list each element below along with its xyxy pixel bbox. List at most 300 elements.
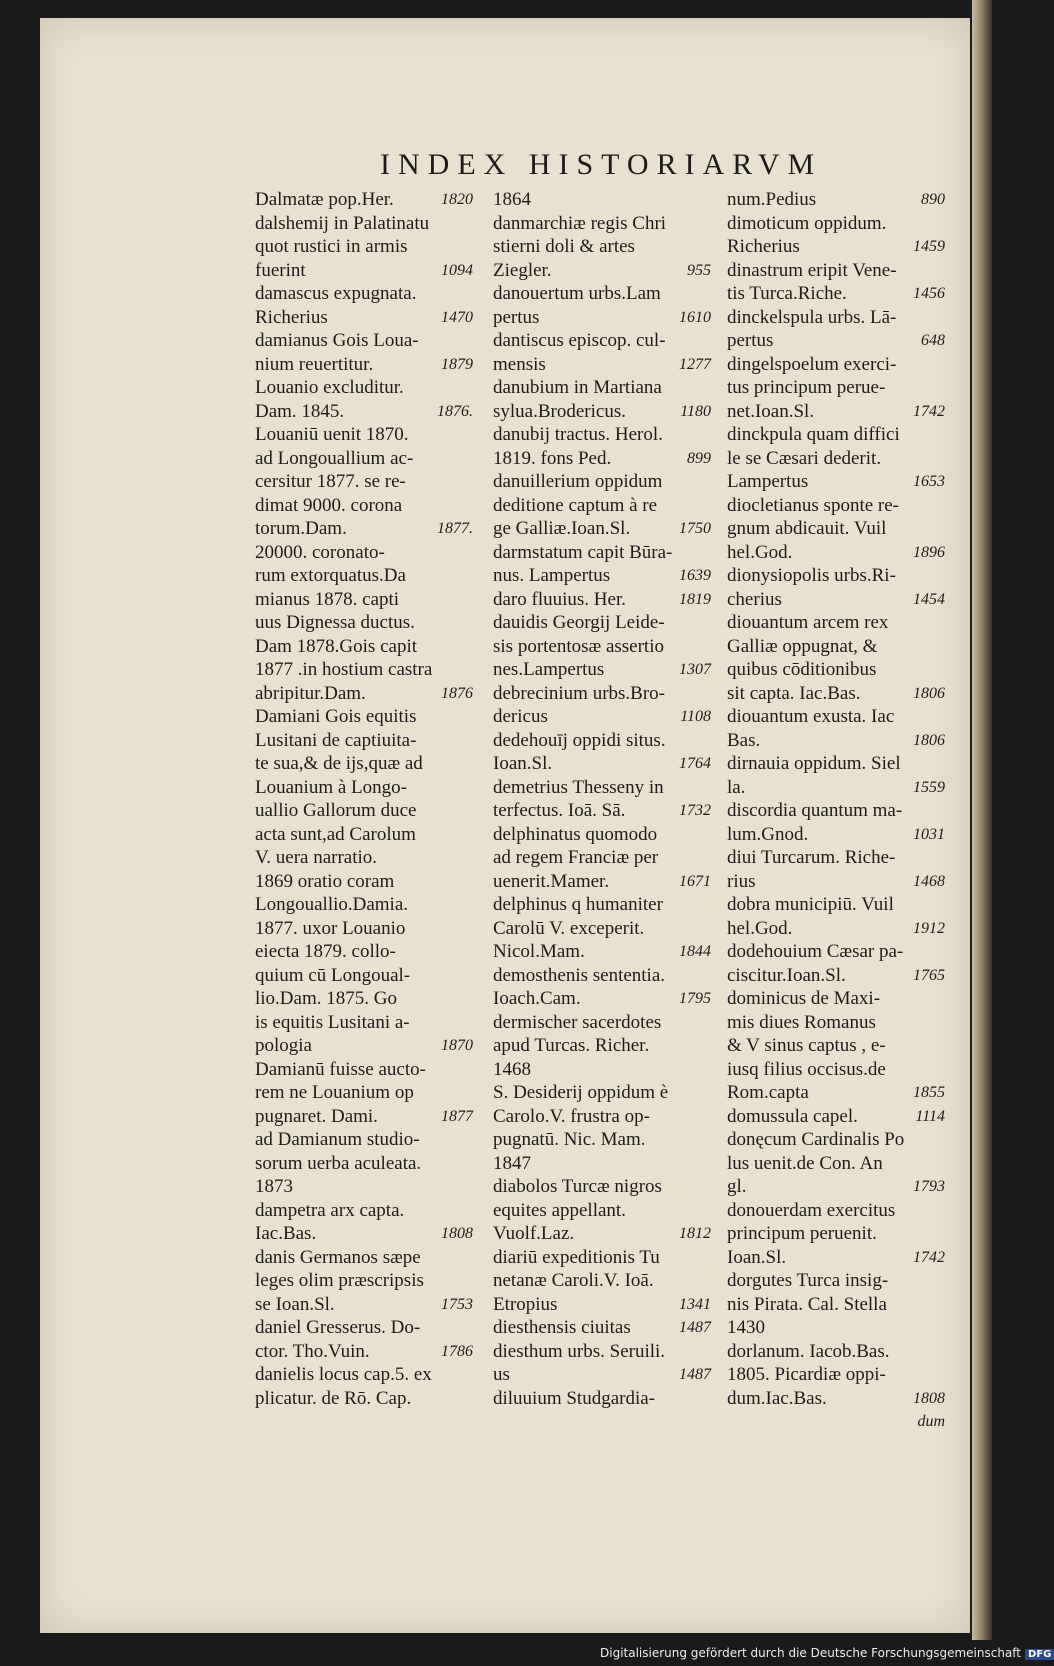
- entry-text: demosthenis sententia.: [493, 964, 666, 986]
- entry-page-number: 1487: [679, 1366, 711, 1383]
- entry-text: delphinus q humaniter: [493, 894, 663, 915]
- entry-page-number: 1876: [441, 684, 473, 702]
- entry-text: hel.God.: [727, 541, 793, 563]
- index-entry-line: [493, 729, 711, 753]
- entry-text: dirnauia oppidum. Siel: [727, 753, 901, 774]
- entry-page-number: 1610: [679, 308, 711, 326]
- entry-page-number: 1795: [679, 990, 711, 1007]
- entry-page-number: 1559: [913, 778, 945, 796]
- index-entry-line: [493, 470, 711, 494]
- entry-text: 1873: [255, 1176, 293, 1197]
- entry-page-number: 1912: [913, 919, 945, 937]
- index-entry-line: [727, 188, 945, 212]
- index-entry-line: [727, 776, 945, 800]
- index-entry-line: [493, 517, 711, 541]
- index-entry-line: [493, 423, 711, 447]
- entry-page-number: 955: [687, 261, 711, 279]
- entry-text: equites appellant.: [493, 1199, 626, 1221]
- index-entry-line: [727, 1363, 945, 1387]
- entry-text: damianus Gois Loua-: [255, 330, 419, 351]
- index-entry-line: [493, 1316, 711, 1340]
- entry-page-number: 1742: [913, 1248, 945, 1266]
- entry-text: plicatur. de Rō. Cap.: [255, 1387, 412, 1409]
- entry-text: Richerius: [255, 306, 328, 328]
- entry-page-number: 1877: [441, 1107, 473, 1125]
- entry-text: diocletianus sponte re-: [727, 494, 900, 516]
- index-entry-line: [493, 259, 711, 283]
- index-entry-line: [493, 964, 711, 988]
- entry-text: dauidis Georgij Leide-: [493, 612, 665, 633]
- entry-text: debrecinium urbs.Bro-: [493, 682, 666, 704]
- index-entry-line: [727, 1011, 945, 1035]
- entry-text: torum.Dam.: [255, 518, 347, 539]
- index-entry-line: [493, 329, 711, 353]
- index-entry-line: [727, 1246, 945, 1270]
- index-entry-line: [255, 658, 473, 682]
- entry-text: Louanio excluditur.: [255, 377, 404, 398]
- entry-page-number: 1031: [913, 825, 945, 843]
- entry-text: Dam 1878.Gois capit: [255, 635, 418, 657]
- index-entry-line: [727, 541, 945, 565]
- index-entry-line: [727, 423, 945, 447]
- entry-text: Damiani Gois equitis: [255, 706, 417, 727]
- index-entry-line: [493, 1152, 711, 1176]
- entry-text: num.Pedius: [727, 189, 817, 210]
- index-entry-line: [255, 799, 473, 823]
- entry-text: quibus cōditionibus: [727, 659, 877, 680]
- entry-text: iusq filius occisus.de: [727, 1058, 886, 1080]
- index-entry-line: [493, 940, 711, 964]
- index-entry-line: [493, 306, 711, 330]
- entry-text: sorum uerba aculeata.: [255, 1152, 422, 1174]
- index-entry-line: [255, 964, 473, 988]
- index-entry-line: [255, 705, 473, 729]
- index-entry-line: [255, 423, 473, 447]
- index-entry-line: [727, 823, 945, 847]
- entry-text: quium cū Longoual-: [255, 964, 411, 986]
- entry-text: acta sunt,ad Carolum: [255, 823, 416, 845]
- entry-text: danubium in Martiana: [493, 377, 662, 398]
- index-entry-line: [727, 705, 945, 729]
- index-entry-line: [255, 870, 473, 894]
- entry-text: deditione captum à re: [493, 494, 658, 516]
- entry-page-number: 1820: [441, 191, 473, 208]
- index-entry-line: [255, 1293, 473, 1317]
- index-entry-line: [493, 1105, 711, 1129]
- entry-text: 20000. coronato-: [255, 541, 385, 563]
- index-column-2: [493, 188, 711, 1410]
- entry-page-number: 1456: [913, 285, 945, 302]
- entry-text: Dalmatæ pop.Her.: [255, 189, 394, 210]
- index-entry-line: [493, 1387, 711, 1411]
- entry-text: rem ne Louanium op: [255, 1082, 414, 1103]
- entry-text: diesthensis ciuitas: [493, 1317, 631, 1338]
- entry-text: nis Pirata. Cal. Stella: [727, 1293, 887, 1315]
- index-entry-line: [255, 1105, 473, 1129]
- entry-text: donęcum Cardinalis Po: [727, 1129, 905, 1150]
- entry-page-number: 1341: [679, 1295, 711, 1313]
- entry-text: lus uenit.de Con. An: [727, 1152, 883, 1174]
- index-entry-line: [493, 447, 711, 471]
- index-entry-line: [727, 1340, 945, 1364]
- entry-page-number: 1812: [679, 1225, 711, 1242]
- entry-text: dionysiopolis urbs.Ri-: [727, 565, 896, 586]
- entry-text: dermischer sacerdotes: [493, 1011, 662, 1033]
- entry-text: dominicus de Maxi-: [727, 988, 881, 1009]
- entry-page-number: 1468: [913, 872, 945, 890]
- index-entry-line: [727, 517, 945, 541]
- entry-text: ctor. Tho.Vuin.: [255, 1340, 370, 1362]
- entry-text: Ioach.Cam.: [493, 988, 581, 1009]
- index-column-3: [727, 188, 945, 1434]
- entry-text: 1805. Picardiæ oppi-: [727, 1364, 886, 1385]
- index-entry-line: [727, 1199, 945, 1223]
- entry-text: dimoticum oppidum.: [727, 212, 887, 234]
- index-entry-line: [493, 987, 711, 1011]
- index-entry-line: [727, 1034, 945, 1058]
- index-entry-line: [255, 1269, 473, 1293]
- entry-page-number: 1487: [679, 1319, 711, 1336]
- index-entry-line: [493, 1340, 711, 1364]
- entry-page-number: 1793: [913, 1178, 945, 1195]
- entry-text: 1847: [493, 1152, 531, 1174]
- entry-text: nes.Lampertus: [493, 659, 605, 680]
- entry-text: diui Turcarum. Riche-: [727, 847, 896, 868]
- entry-text: & V sinus captus , e-: [727, 1035, 886, 1056]
- index-entry-line: [727, 611, 945, 635]
- entry-text: Carolū V. exceperit.: [493, 917, 645, 939]
- index-entry-line: [493, 1011, 711, 1035]
- entry-text: dantiscus episcop. cul-: [493, 330, 666, 351]
- entry-page-number: 1277: [679, 355, 711, 373]
- entry-text: pertus: [727, 330, 774, 351]
- entry-text: sis portentosæ assertio: [493, 635, 664, 657]
- entry-text: V. uera narratio.: [255, 847, 378, 868]
- entry-text: uallio Gallorum duce: [255, 800, 417, 821]
- entry-text: eiecta 1879. collo-: [255, 941, 396, 962]
- index-entry-line: [255, 823, 473, 847]
- index-entry-line: [493, 1199, 711, 1223]
- index-entry-line: [255, 917, 473, 941]
- index-entry-line: [255, 1387, 473, 1411]
- entry-text: tis Turca.Riche.: [727, 283, 847, 304]
- index-entry-line: [255, 1316, 473, 1340]
- index-entry-line: [727, 870, 945, 894]
- index-entry-line: [727, 447, 945, 471]
- entry-page-number: 890: [921, 191, 945, 208]
- index-entry-line: [493, 799, 711, 823]
- entry-text: dimat 9000. corona: [255, 494, 403, 516]
- entry-text: dedehouīj oppidi situs.: [493, 729, 666, 751]
- entry-text: stierni doli & artes: [493, 236, 635, 257]
- footer-credit: [600, 1646, 1052, 1666]
- index-entry-line: [727, 376, 945, 400]
- index-entry-line: [493, 188, 711, 212]
- index-entry-line: [493, 1058, 711, 1082]
- entry-page-number: 1470: [441, 308, 473, 326]
- entry-text: S. Desiderij oppidum è: [493, 1082, 669, 1103]
- index-entry-line: [493, 1034, 711, 1058]
- index-entry-line: [493, 611, 711, 635]
- index-entry-line: [493, 658, 711, 682]
- index-entry-line: [493, 635, 711, 659]
- index-entry-line: [255, 306, 473, 330]
- index-entry-line: [727, 1293, 945, 1317]
- index-entry-line: [727, 1316, 945, 1340]
- entry-text: fuerint: [255, 259, 306, 281]
- entry-text: cherius: [727, 588, 782, 610]
- entry-text: 1468: [493, 1058, 531, 1080]
- entry-text: pugnaret. Dami.: [255, 1105, 378, 1127]
- index-entry-line: [493, 212, 711, 236]
- entry-text: dorgutes Turca insig-: [727, 1270, 889, 1291]
- index-entry-line: [255, 541, 473, 565]
- index-entry-line: [727, 1222, 945, 1246]
- entry-text: 1864: [493, 189, 531, 210]
- entry-text: lio.Dam. 1875. Go: [255, 988, 397, 1009]
- book-page-edge: [972, 0, 992, 1640]
- index-entry-line: [493, 235, 711, 259]
- entry-page-number: 1742: [913, 402, 945, 420]
- index-entry-line: [493, 752, 711, 776]
- index-entry-line: [727, 259, 945, 283]
- index-entry-line: [255, 893, 473, 917]
- entry-page-number: 648: [921, 332, 945, 349]
- index-entry-line: [493, 1222, 711, 1246]
- index-entry-line: [727, 1081, 945, 1105]
- entry-page-number: 1108: [680, 708, 711, 725]
- index-entry-line: [255, 940, 473, 964]
- entry-page-number: 1180: [680, 402, 711, 420]
- index-entry-line: [493, 353, 711, 377]
- entry-text: gl.: [727, 1176, 747, 1197]
- entry-text: sylua.Brodericus.: [493, 400, 626, 422]
- dfg-logo: DFG: [1025, 1649, 1054, 1660]
- entry-page-number: 1896: [913, 543, 945, 561]
- index-entry-line: [255, 776, 473, 800]
- index-entry-line: [493, 588, 711, 612]
- entry-text: ad regem Franciæ per: [493, 847, 659, 868]
- index-entry-line: [727, 470, 945, 494]
- index-entry-line: [727, 729, 945, 753]
- entry-text: Ziegler.: [493, 259, 552, 281]
- index-entry-line: [727, 682, 945, 706]
- entry-text: la.: [727, 776, 746, 798]
- entry-text: discordia quantum ma-: [727, 800, 903, 821]
- index-entry-line: [727, 306, 945, 330]
- entry-text: tus principum perue-: [727, 377, 886, 398]
- entry-page-number: 1094: [441, 261, 473, 279]
- index-entry-line: [727, 1128, 945, 1152]
- entry-text: Lampertus: [727, 471, 809, 492]
- index-entry-line: [727, 917, 945, 941]
- index-entry-line: [255, 611, 473, 635]
- entry-text: damascus expugnata.: [255, 283, 417, 304]
- entry-text: Bas.: [727, 729, 761, 751]
- index-entry-line: [493, 1246, 711, 1270]
- index-entry-line: [255, 517, 473, 541]
- index-entry-line: [727, 353, 945, 377]
- entry-text: sit capta. Iac.Bas.: [727, 682, 861, 704]
- entry-text: uenerit.Mamer.: [493, 870, 610, 892]
- index-entry-line: [493, 705, 711, 729]
- entry-text: Rom.capta: [727, 1082, 809, 1103]
- entry-text: principum peruenit.: [727, 1223, 877, 1244]
- entry-text: demetrius Thesseny in: [493, 776, 664, 798]
- entry-text: lum.Gnod.: [727, 823, 809, 845]
- index-entry-line: [493, 541, 711, 565]
- entry-text: domussula capel.: [727, 1105, 858, 1127]
- entry-page-number: 1808: [441, 1225, 473, 1242]
- entry-text: dinckelspula urbs. Lā-: [727, 306, 897, 328]
- index-entry-line: [727, 940, 945, 964]
- index-entry-line: [255, 1246, 473, 1270]
- index-entry-line: [255, 564, 473, 588]
- entry-text: Ioan.Sl.: [727, 1246, 787, 1268]
- footer-text: Digitalisierung gefördert durch die Deutsche Forschungsgemeinschaft: [600, 1646, 1022, 1660]
- entry-text: rum extorquatus.Da: [255, 565, 406, 586]
- index-entry-line: [727, 987, 945, 1011]
- index-entry-line: [493, 823, 711, 847]
- index-entry-line: [727, 893, 945, 917]
- index-entry-line: [255, 1363, 473, 1387]
- index-entry-line: [255, 494, 473, 518]
- index-entry-line: [255, 1128, 473, 1152]
- entry-text: te sua,& de ijs,quæ ad: [255, 753, 423, 774]
- entry-page-number: 1806: [913, 684, 945, 702]
- index-entry-line: [255, 729, 473, 753]
- index-entry-line: [727, 658, 945, 682]
- index-entry-line: [727, 1410, 945, 1434]
- entry-page-number: 1808: [913, 1389, 945, 1407]
- entry-page-number: 1764: [679, 755, 711, 772]
- index-entry-line: [727, 588, 945, 612]
- entry-text: abripitur.Dam.: [255, 682, 366, 704]
- entry-page-number: 1870: [441, 1037, 473, 1054]
- index-entry-line: [727, 635, 945, 659]
- entry-page-number: 1114: [915, 1107, 945, 1125]
- entry-text: ad Longouallium ac-: [255, 447, 414, 469]
- entry-text: 1877 .in hostium castra: [255, 659, 433, 680]
- index-entry-line: [255, 188, 473, 212]
- entry-text: nium reuertitur.: [255, 353, 374, 375]
- entry-text: cersitur 1877. se re-: [255, 471, 406, 492]
- entry-text: diouantum exusta. Iac: [727, 706, 895, 727]
- entry-page-number: 1819: [679, 590, 711, 608]
- index-entry-line: [493, 1128, 711, 1152]
- entry-text: Damianū fuisse aucto-: [255, 1058, 426, 1080]
- entry-text: ad Damianum studio-: [255, 1129, 420, 1150]
- entry-page-number: 1459: [913, 238, 945, 255]
- index-entry-line: [493, 282, 711, 306]
- index-entry-line: [255, 752, 473, 776]
- entry-text: netanæ Caroli.V. Ioā.: [493, 1270, 654, 1291]
- index-entry-line: [727, 235, 945, 259]
- entry-page-number: 1765: [913, 966, 945, 984]
- index-entry-line: [255, 1081, 473, 1105]
- index-entry-line: [727, 282, 945, 306]
- index-entry-line: [255, 376, 473, 400]
- entry-text: dinckpula quam diffici: [727, 424, 900, 445]
- entry-text: us: [493, 1364, 510, 1385]
- index-entry-line: [493, 682, 711, 706]
- entry-text: Vuolf.Laz.: [493, 1223, 575, 1244]
- entry-text: darmstatum capit Būra-: [493, 541, 673, 563]
- index-entry-line: [255, 470, 473, 494]
- entry-text: Iac.Bas.: [255, 1223, 317, 1244]
- index-entry-line: [255, 846, 473, 870]
- entry-text: mensis: [493, 353, 546, 375]
- entry-page-number: 1307: [679, 661, 711, 678]
- entry-text: dum.Iac.Bas.: [727, 1387, 827, 1409]
- index-entry-line: [255, 329, 473, 353]
- index-entry-line: [493, 376, 711, 400]
- index-entry-line: [255, 1034, 473, 1058]
- entry-text: pologia: [255, 1035, 312, 1056]
- index-entry-line: [727, 964, 945, 988]
- entry-text: Ioan.Sl.: [493, 753, 553, 774]
- index-entry-line: [493, 494, 711, 518]
- index-entry-line: [255, 1222, 473, 1246]
- entry-text: danis Germanos sæpe: [255, 1246, 421, 1268]
- entry-text: Longouallio.Damia.: [255, 894, 409, 915]
- index-entry-line: [727, 494, 945, 518]
- entry-text: mianus 1878. capti: [255, 588, 400, 610]
- entry-text: 1430: [727, 1317, 765, 1338]
- entry-page-number: 1454: [913, 590, 945, 608]
- entry-text: dalshemij in Palatinatu: [255, 212, 430, 234]
- entry-text: delphinatus quomodo: [493, 823, 658, 845]
- index-entry-line: [493, 564, 711, 588]
- entry-text: dampetra arx capta.: [255, 1199, 405, 1221]
- index-entry-line: [727, 1269, 945, 1293]
- entry-text: leges olim præscripsis: [255, 1270, 424, 1291]
- entry-text: rius: [727, 870, 756, 892]
- entry-text: Louanium à Longo-: [255, 776, 407, 798]
- entry-text: dericus: [493, 706, 548, 727]
- index-entry-line: [727, 564, 945, 588]
- index-entry-line: [727, 846, 945, 870]
- index-entry-line: [493, 893, 711, 917]
- index-entry-line: [255, 282, 473, 306]
- entry-page-number: 1653: [913, 473, 945, 490]
- entry-text: daniel Gresserus. Do-: [255, 1317, 421, 1338]
- entry-page-number: 1855: [913, 1084, 945, 1101]
- entry-text: net.Ioan.Sl.: [727, 400, 815, 422]
- entry-text: 1869 oratio coram: [255, 870, 395, 892]
- entry-text: diouantum arcem rex: [727, 612, 889, 633]
- entry-text: danouertum urbs.Lam: [493, 283, 661, 304]
- entry-page-number: 1786: [441, 1342, 473, 1360]
- entry-text: diariū expeditionis Tu: [493, 1246, 660, 1268]
- entry-page-number: 1806: [913, 731, 945, 749]
- index-entry-line: [727, 1058, 945, 1082]
- entry-text: quot rustici in armis: [255, 236, 408, 257]
- entry-text: dorlanum. Iacob.Bas.: [727, 1340, 890, 1362]
- entry-text: 1877. uxor Louanio: [255, 917, 406, 939]
- entry-text: gnum abdicauit. Vuil: [727, 518, 887, 539]
- entry-text: dodehouium Cæsar pa-: [727, 941, 904, 962]
- index-entry-line: [255, 353, 473, 377]
- entry-text: pugnatū. Nic. Mam.: [493, 1129, 646, 1150]
- entry-text: apud Turcas. Richer.: [493, 1035, 650, 1056]
- index-entry-line: [255, 1175, 473, 1199]
- index-entry-line: [493, 917, 711, 941]
- entry-text: Carolo.V. frustra op-: [493, 1105, 650, 1127]
- index-entry-line: [493, 870, 711, 894]
- entry-text: mis diues Romanus: [727, 1011, 876, 1033]
- index-entry-line: [255, 588, 473, 612]
